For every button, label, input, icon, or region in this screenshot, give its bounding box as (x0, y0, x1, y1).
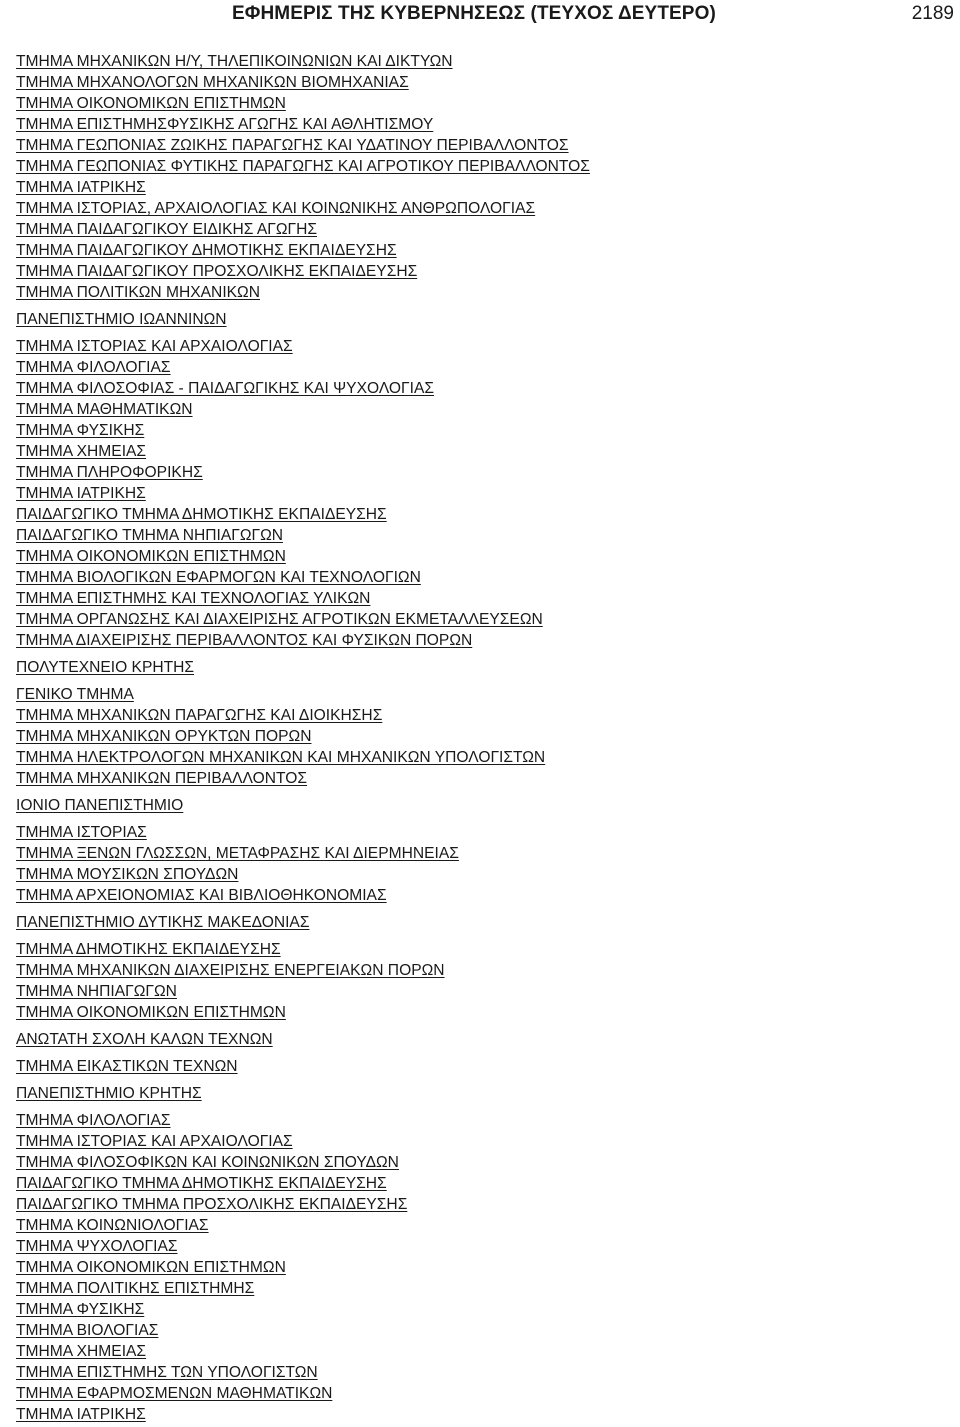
department-item: ΓΕΝΙΚΟ ΤΜΗΜΑ (16, 686, 134, 703)
institution-title: ΠΑΝΕΠΙΣΤΗΜΙΟ ΙΩΑΝΝΙΝΩΝ (16, 311, 227, 328)
department-item: ΤΜΗΜΑ ΙΑΤΡΙΚΗΣ (16, 179, 146, 196)
department-list (16, 51, 946, 1425)
department-item: ΤΜΗΜΑ ΜΗΧΑΝΟΛΟΓΩΝ ΜΗΧΑΝΙΚΩΝ ΒΙΟΜΗΧΑΝΙΑΣ (16, 74, 409, 91)
department-item: ΤΜΗΜΑ ΟΙΚΟΝΟΜΙΚΩΝ ΕΠΙΣΤΗΜΩΝ (16, 1259, 286, 1276)
department-item: ΤΜΗΜΑ ΙΣΤΟΡΙΑΣ (16, 824, 147, 841)
department-item: ΤΜΗΜΑ ΔΙΑΧΕΙΡΙΣΗΣ ΠΕΡΙΒΑΛΛΟΝΤΟΣ ΚΑΙ ΦΥΣΙΚΩΝ ΠΟΡΩΝ (16, 632, 473, 649)
department-item: ΤΜΗΜΑ ΠΟΛΙΤΙΚΩΝ ΜΗΧΑΝΙΚΩΝ (16, 284, 260, 301)
department-item: ΤΜΗΜΑ ΙΣΤΟΡΙΑΣ ΚΑΙ ΑΡΧΑΙΟΛΟΓΙΑΣ (16, 338, 293, 355)
department-item: ΤΜΗΜΑ ΙΑΤΡΙΚΗΣ (16, 485, 146, 502)
department-item: ΤΜΗΜΑ ΙΑΤΡΙΚΗΣ (16, 1406, 146, 1423)
department-item: ΤΜΗΜΑ ΧΗΜΕΙΑΣ (16, 443, 147, 460)
department-item: ΤΜΗΜΑ ΔΗΜΟΤΙΚΗΣ ΕΚΠΑΙΔΕΥΣΗΣ (16, 941, 281, 958)
department-item: ΤΜΗΜΑ ΟΙΚΟΝΟΜΙΚΩΝ ΕΠΙΣΤΗΜΩΝ (16, 95, 286, 112)
department-item: ΤΜΗΜΑ ΒΙΟΛΟΓΙΑΣ (16, 1322, 159, 1339)
department-item: ΤΜΗΜΑ ΙΣΤΟΡΙΑΣ, ΑΡΧΑΙΟΛΟΓΙΑΣ ΚΑΙ ΚΟΙΝΩΝΙΚΗΣ ΑΝΘΡΩΠΟΛΟΓΙΑΣ (16, 200, 536, 217)
department-item: ΤΜΗΜΑ ΜΑΘΗΜΑΤΙΚΩΝ (16, 401, 193, 418)
institution-title: ΠΑΝΕΠΙΣΤΗΜΙΟ ΚΡΗΤΗΣ (16, 1085, 202, 1102)
department-item: ΤΜΗΜΑ ΜΟΥΣΙΚΩΝ ΣΠΟΥΔΩΝ (16, 866, 239, 883)
gazette-title: ΕΦΗΜΕΡΙΣ ΤΗΣ ΚΥΒΕΡΝΗΣΕΩΣ (ΤΕΥΧΟΣ ΔΕΥΤΕΡΟ) (232, 3, 716, 24)
institution-title: ΑΝΩΤΑΤΗ ΣΧΟΛΗ ΚΑΛΩΝ ΤΕΧΝΩΝ (16, 1031, 273, 1048)
department-item: ΠΑΙΔΑΓΩΓΙΚΟ ΤΜΗΜΑ ΝΗΠΙΑΓΩΓΩΝ (16, 527, 283, 544)
institution-title: ΙΟΝΙΟ ΠΑΝΕΠΙΣΤΗΜΙΟ (16, 797, 184, 814)
department-item: ΤΜΗΜΑ ΠΑΙΔΑΓΩΓΙΚΟΥ ΠΡΟΣΧΟΛΙΚΗΣ ΕΚΠΑΙΔΕΥΣΗΣ (16, 263, 418, 280)
department-item: ΤΜΗΜΑ ΕΠΙΣΤΗΜΗΣ ΤΩΝ ΥΠΟΛΟΓΙΣΤΩΝ (16, 1364, 318, 1381)
institution-title: ΠΑΝΕΠΙΣΤΗΜΙΟ ΔΥΤΙΚΗΣ ΜΑΚΕΔΟΝΙΑΣ (16, 914, 310, 931)
department-item: ΤΜΗΜΑ ΗΛΕΚΤΡΟΛΟΓΩΝ ΜΗΧΑΝΙΚΩΝ ΚΑΙ ΜΗΧΑΝΙΚΩΝ ΥΠΟΛΟΓΙΣΤΩΝ (16, 749, 546, 766)
department-item: ΤΜΗΜΑ ΜΗΧΑΝΙΚΩΝ ΠΕΡΙΒΑΛΛΟΝΤΟΣ (16, 770, 308, 787)
page-header (0, 0, 960, 30)
department-item: ΤΜΗΜΑ ΕΦΑΡΜΟΣΜΕΝΩΝ ΜΑΘΗΜΑΤΙΚΩΝ (16, 1385, 333, 1402)
department-item: ΤΜΗΜΑ ΠΛΗΡΟΦΟΡΙΚΗΣ (16, 464, 203, 481)
department-item: ΤΜΗΜΑ ΨΥΧΟΛΟΓΙΑΣ (16, 1238, 178, 1255)
department-item: ΤΜΗΜΑ ΕΠΙΣΤΗΜΗΣΦΥΣΙΚΗΣ ΑΓΩΓΗΣ ΚΑΙ ΑΘΛΗΤΙΣΜΟΥ (16, 116, 434, 133)
department-item: ΤΜΗΜΑ ΧΗΜΕΙΑΣ (16, 1343, 147, 1360)
department-item: ΤΜΗΜΑ ΦΙΛΟΛΟΓΙΑΣ (16, 1112, 171, 1129)
department-item: ΤΜΗΜΑ ΜΗΧΑΝΙΚΩΝ ΠΑΡΑΓΩΓΗΣ ΚΑΙ ΔΙΟΙΚΗΣΗΣ (16, 707, 383, 724)
department-item: ΤΜΗΜΑ ΕΠΙΣΤΗΜΗΣ ΚΑΙ ΤΕΧΝΟΛΟΓΙΑΣ ΥΛΙΚΩΝ (16, 590, 371, 607)
department-item: ΤΜΗΜΑ ΦΙΛΟΣΟΦΙΚΩΝ ΚΑΙ ΚΟΙΝΩΝΙΚΩΝ ΣΠΟΥΔΩΝ (16, 1154, 399, 1171)
department-item: ΤΜΗΜΑ ΟΙΚΟΝΟΜΙΚΩΝ ΕΠΙΣΤΗΜΩΝ (16, 548, 286, 565)
department-item: ΤΜΗΜΑ ΠΑΙΔΑΓΩΓΙΚΟΥ ΔΗΜΟΤΙΚΗΣ ΕΚΠΑΙΔΕΥΣΗΣ (16, 242, 397, 259)
department-item: ΤΜΗΜΑ ΠΑΙΔΑΓΩΓΙΚΟΥ ΕΙΔΙΚΗΣ ΑΓΩΓΗΣ (16, 221, 318, 238)
department-item: ΠΑΙΔΑΓΩΓΙΚΟ ΤΜΗΜΑ ΔΗΜΟΤΙΚΗΣ ΕΚΠΑΙΔΕΥΣΗΣ (16, 1175, 387, 1192)
page-number: 2189 (911, 3, 954, 24)
department-item: ΤΜΗΜΑ ΕΙΚΑΣΤΙΚΩΝ ΤΕΧΝΩΝ (16, 1058, 238, 1075)
department-item: ΤΜΗΜΑ ΦΥΣΙΚΗΣ (16, 422, 145, 439)
department-item: ΤΜΗΜΑ ΦΙΛΟΣΟΦΙΑΣ - ΠΑΙΔΑΓΩΓΙΚΗΣ ΚΑΙ ΨΥΧΟΛΟΓΙΑΣ (16, 380, 435, 397)
department-item: ΤΜΗΜΑ ΑΡΧΕΙΟΝΟΜΙΑΣ ΚΑΙ ΒΙΒΛΙΟΘΗΚΟΝΟΜΙΑΣ (16, 887, 387, 904)
department-item: ΠΑΙΔΑΓΩΓΙΚΟ ΤΜΗΜΑ ΔΗΜΟΤΙΚΗΣ ΕΚΠΑΙΔΕΥΣΗΣ (16, 506, 387, 523)
institution-title: ΠΟΛΥΤΕΧΝΕΙΟ ΚΡΗΤΗΣ (16, 659, 195, 676)
department-item: ΤΜΗΜΑ ΦΥΣΙΚΗΣ (16, 1301, 145, 1318)
department-item: ΤΜΗΜΑ ΒΙΟΛΟΓΙΚΩΝ ΕΦΑΡΜΟΓΩΝ ΚΑΙ ΤΕΧΝΟΛΟΓΙΩΝ (16, 569, 421, 586)
department-item: ΤΜΗΜΑ ΓΕΩΠΟΝΙΑΣ ΖΩΙΚΗΣ ΠΑΡΑΓΩΓΗΣ ΚΑΙ ΥΔΑΤΙΝΟΥ ΠΕΡΙΒΑΛΛΟΝΤΟΣ (16, 137, 569, 154)
department-item: ΤΜΗΜΑ ΟΙΚΟΝΟΜΙΚΩΝ ΕΠΙΣΤΗΜΩΝ (16, 1004, 286, 1021)
department-item: ΤΜΗΜΑ ΙΣΤΟΡΙΑΣ ΚΑΙ ΑΡΧΑΙΟΛΟΓΙΑΣ (16, 1133, 293, 1150)
department-item: ΤΜΗΜΑ ΦΙΛΟΛΟΓΙΑΣ (16, 359, 171, 376)
department-item: ΤΜΗΜΑ ΓΕΩΠΟΝΙΑΣ ΦΥΤΙΚΗΣ ΠΑΡΑΓΩΓΗΣ ΚΑΙ ΑΓΡΟΤΙΚΟΥ ΠΕΡΙΒΑΛΛΟΝΤΟΣ (16, 158, 590, 175)
department-item: ΠΑΙΔΑΓΩΓΙΚΟ ΤΜΗΜΑ ΠΡΟΣΧΟΛΙΚΗΣ ΕΚΠΑΙΔΕΥΣΗΣ (16, 1196, 408, 1213)
department-item: ΤΜΗΜΑ ΜΗΧΑΝΙΚΩΝ ΟΡΥΚΤΩΝ ΠΟΡΩΝ (16, 728, 312, 745)
department-item: ΤΜΗΜΑ ΠΟΛΙΤΙΚΗΣ ΕΠΙΣΤΗΜΗΣ (16, 1280, 255, 1297)
department-item: ΤΜΗΜΑ ΝΗΠΙΑΓΩΓΩΝ (16, 983, 177, 1000)
department-item: ΤΜΗΜΑ ΜΗΧΑΝΙΚΩΝ Η/Υ, ΤΗΛΕΠΙΚΟΙΝΩΝΙΩΝ ΚΑΙ ΔΙΚΤΥΩΝ (16, 53, 453, 70)
department-item: ΤΜΗΜΑ ΜΗΧΑΝΙΚΩΝ ΔΙΑΧΕΙΡΙΣΗΣ ΕΝΕΡΓΕΙΑΚΩΝ ΠΟΡΩΝ (16, 962, 445, 979)
department-item: ΤΜΗΜΑ ΟΡΓΑΝΩΣΗΣ ΚΑΙ ΔΙΑΧΕΙΡΙΣΗΣ ΑΓΡΟΤΙΚΩΝ ΕΚΜΕΤΑΛΛΕΥΣΕΩΝ (16, 611, 543, 628)
department-item: ΤΜΗΜΑ ΞΕΝΩΝ ΓΛΩΣΣΩΝ, ΜΕΤΑΦΡΑΣΗΣ ΚΑΙ ΔΙΕΡΜΗΝΕΙΑΣ (16, 845, 459, 862)
department-item: ΤΜΗΜΑ ΚΟΙΝΩΝΙΟΛΟΓΙΑΣ (16, 1217, 209, 1234)
